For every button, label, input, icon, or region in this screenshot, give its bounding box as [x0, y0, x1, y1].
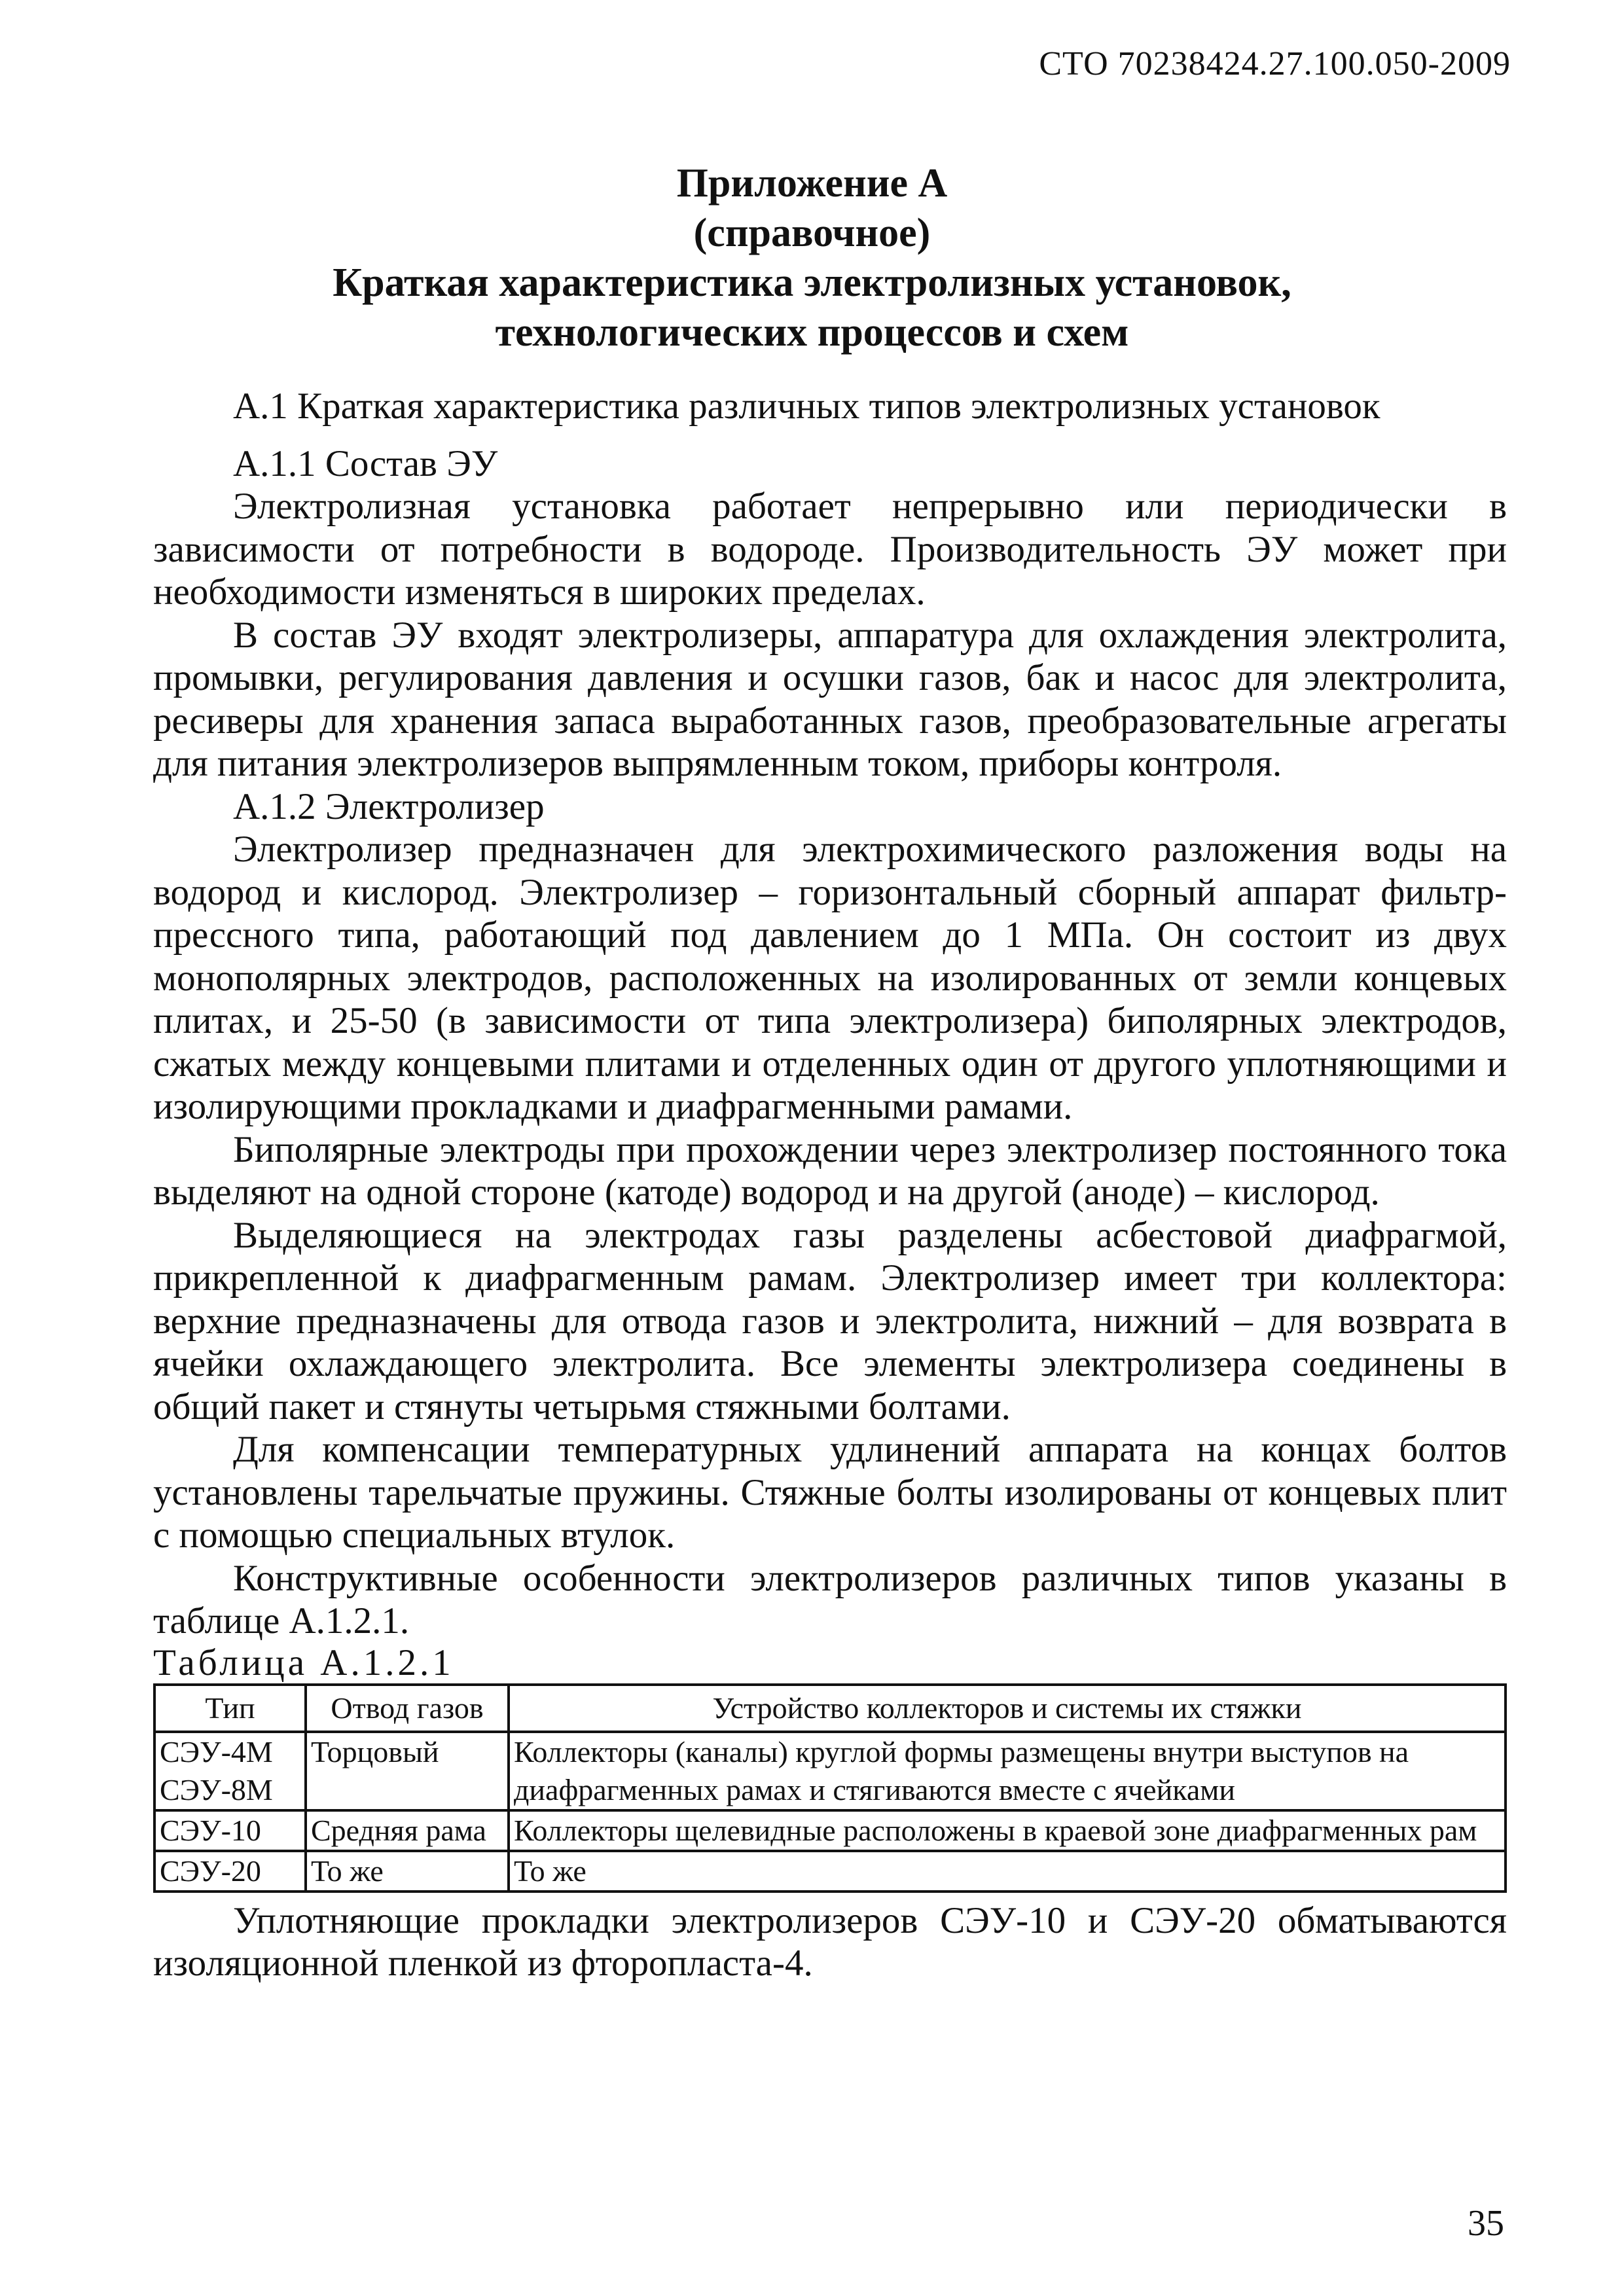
title-line-4: технологических процессов и схем: [495, 310, 1129, 355]
paragraph: Для компенсации температурных удлинений аппарата на концах болтов установлены тарельчатые пружины. Стяжные болты изолированы от концевых плит с помощью специальных втулок.: [153, 1429, 1507, 1556]
paragraph: Конструктивные особенности электролизеров различных типов указаны в таблице А.1.2.1.: [153, 1557, 1507, 1641]
appendix-title: [0, 158, 1624, 357]
table-cell: То же: [509, 1851, 1506, 1892]
table-cell: То же: [306, 1851, 509, 1892]
section-heading-a12: А.1.2 Электролизер: [233, 785, 545, 827]
section-heading-a11: А.1.1 Состав ЭУ: [233, 442, 498, 484]
table-row: [154, 1732, 1506, 1810]
table-cell: Коллекторы щелевидные расположены в краевой зоне диафрагменных рам: [509, 1810, 1506, 1851]
table-row: [154, 1851, 1506, 1892]
paragraph: Уплотняющие прокладки электролизеров СЭУ-10 и СЭУ-20 обматываются изоляционной пленкой из фторопласта-4.: [153, 1899, 1507, 1984]
title-line-2: (справочное): [693, 211, 931, 255]
paragraph: Биполярные электроды при прохождении через электролизер постоянного тока выделяют на одной стороне (катоде) водород и на другой (аноде) – кислород.: [153, 1128, 1507, 1213]
title-line-3: Краткая характеристика электролизных установок,: [333, 260, 1291, 305]
table-cell: СЭУ-10: [154, 1810, 306, 1851]
table-header: Устройство коллекторов и системы их стяжки: [509, 1685, 1506, 1732]
paragraph: В состав ЭУ входят электролизеры, аппаратура для охлаждения электролита, промывки, регулирования давления и осушки газов, бак и насос для электролита, ресиверы для хранения запаса выработанных газов, преобразовательные агрегаты для питания электролизеров выпрямленным током, приборы контроля.: [153, 614, 1507, 784]
page-number: 35: [1468, 2203, 1504, 2244]
table-caption: Таблица А.1.2.1: [153, 1641, 454, 1683]
table-cell: СЭУ-20: [154, 1851, 306, 1892]
electrolyzer-table: [153, 1683, 1507, 1893]
section-heading-a1: А.1 Краткая характеристика различных типов электролизных установок: [233, 386, 1380, 427]
table-header-row: [154, 1685, 1506, 1732]
table-row: [154, 1810, 1506, 1851]
paragraph: Электролизер предназначен для электрохимического разложения воды на водород и кислород. Электролизер – горизонтальный сборный аппарат фильтр-прессного типа, работающий под давлением до 1 МПа. Он состоит из двух монополярных электродов, расположенных на изолированных от земли концевых плитах, и 25-50 (в зависимости от типа электролизера) биполярных электродов, сжатых между концевыми плитами и отделенных один от другого уплотняющими и изолирующими прокладками и диафрагменными рамами.: [153, 829, 1507, 1127]
table-cell: Средняя рама: [306, 1810, 509, 1851]
table-cell: Торцовый: [306, 1732, 509, 1810]
document-code: СТО 70238424.27.100.050-2009: [1039, 45, 1511, 82]
table-header: Отвод газов: [306, 1685, 509, 1732]
body-text: [153, 385, 1507, 1985]
table-cell: СЭУ-4М СЭУ-8М: [154, 1732, 306, 1810]
paragraph: Электролизная установка работает непрерывно или периодически в зависимости от потребности в водороде. Производительность ЭУ может при необходимости изменяться в широких пределах.: [153, 486, 1507, 613]
title-line-1: Приложение А: [676, 161, 948, 206]
table-header: Тип: [154, 1685, 306, 1732]
table-cell: Коллекторы (каналы) круглой формы размещены внутри выступов на диафрагменных рамах и стягиваются вместе с ячейками: [509, 1732, 1506, 1810]
paragraph: Выделяющиеся на электродах газы разделены асбестовой диафрагмой, прикрепленной к диафрагменным рамам. Электролизер имеет три коллектора: верхние предназначены для отвода газов и электролита, нижний – для возврата в ячейки охлаждающего электролита. Все элементы электролизера соединены в общий пакет и стянуты четырьмя стяжными болтами.: [153, 1214, 1507, 1427]
